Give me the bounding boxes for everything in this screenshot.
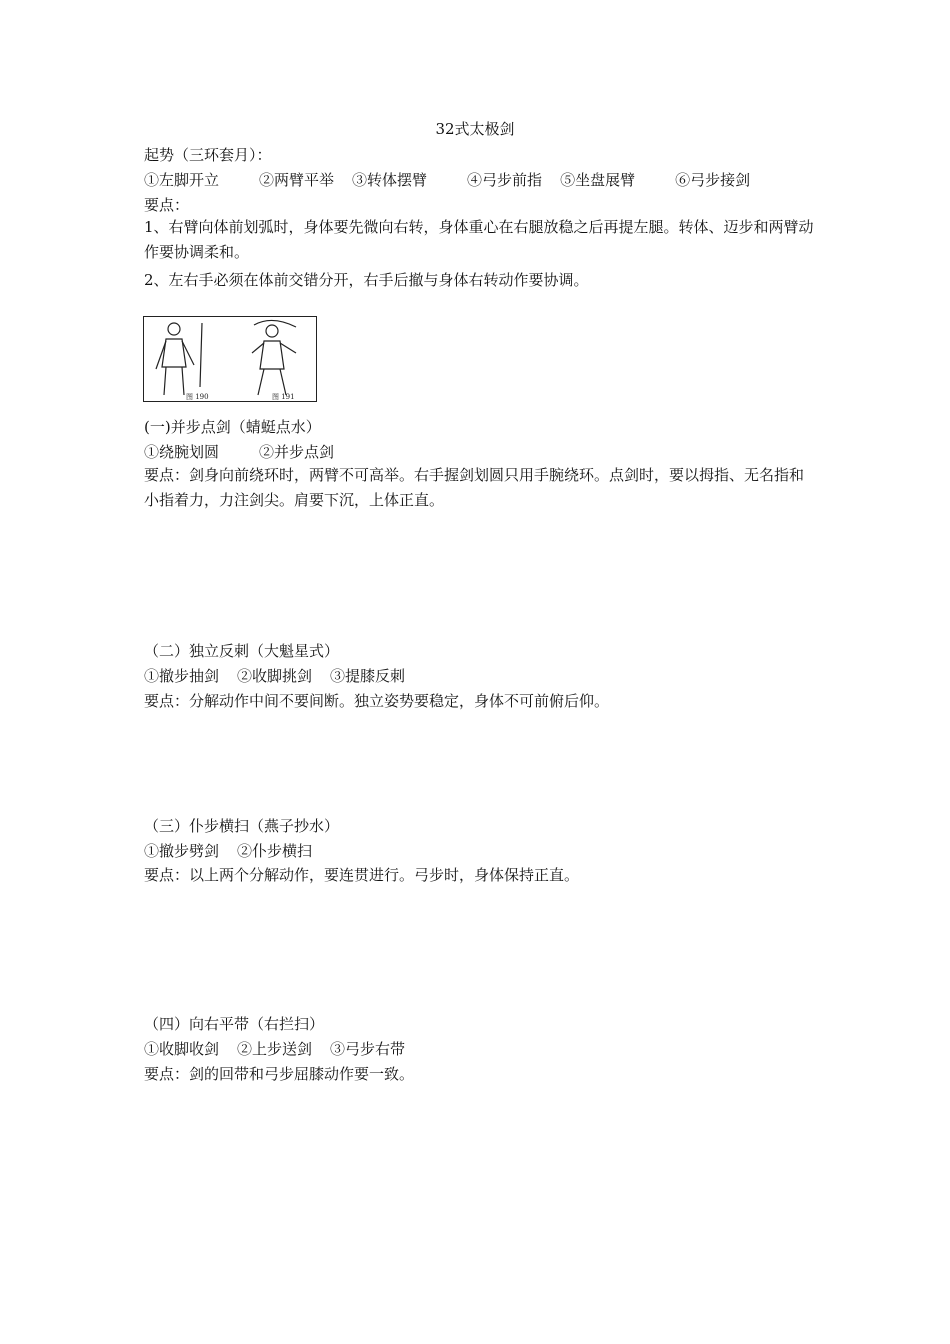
move-item: ④弓步前指 <box>467 171 543 189</box>
section-heading: （三）仆步横扫（燕子抄水） <box>144 817 340 835</box>
section-heading: (一)并步点剑（蜻蜓点水） <box>144 418 321 436</box>
move-item: ②仆步横扫 <box>237 842 313 860</box>
key-point: 要点：分解动作中间不要间断。独立姿势要稳定，身体不可前俯后仰。 <box>144 692 610 710</box>
move-item: ②上步送剑 <box>237 1040 313 1058</box>
key-point: 要点：以上两个分解动作，要连贯进行。弓步时，身体保持正直。 <box>144 866 580 884</box>
key-point: 2、左右手必须在体前交错分开，右手后撤与身体右转动作要协调。 <box>144 271 589 289</box>
move-item: ③提膝反刺 <box>330 667 406 685</box>
move-item: ③弓步右带 <box>330 1040 406 1058</box>
move-list <box>144 666 423 686</box>
move-item: ②两臂平举 <box>259 171 335 189</box>
move-item: ①收脚收剑 <box>144 1040 220 1058</box>
figure-illustration <box>143 316 317 402</box>
points-label: 要点： <box>144 196 190 214</box>
move-item: ①左脚开立 <box>144 171 220 189</box>
move-item: ⑤坐盘展臂 <box>560 171 636 189</box>
move-item: ①撤步劈剑 <box>144 842 220 860</box>
document-title: 32式太极剑 <box>435 120 515 138</box>
move-list <box>144 170 768 190</box>
key-point: 1、右臂向体前划弧时，身体要先微向右转，身体重心在右腿放稳之后再提左腿。转体、迈步和两臂动作要协调柔和。 <box>144 218 814 261</box>
figure-caption-right: 图 191 <box>272 393 295 401</box>
move-item: ②并步点剑 <box>259 443 335 461</box>
figure-drawing <box>144 317 316 401</box>
section-heading: （四）向右平带（右拦扫） <box>144 1015 325 1033</box>
move-list <box>144 841 330 861</box>
move-item: ③转体摆臂 <box>352 171 428 189</box>
move-item: ⑥弓步接剑 <box>675 171 751 189</box>
move-item: ②收脚挑剑 <box>237 667 313 685</box>
section-heading: （二）独立反刺（大魁星式） <box>144 642 340 660</box>
key-point: 要点：剑身向前绕环时，两臂不可高举。右手握剑划圆只用手腕绕环。点剑时，要以拇指、无名指和小指着力，力注剑尖。肩要下沉，上体正直。 <box>144 466 805 509</box>
section-heading: 起势（三环套月）： <box>144 146 272 164</box>
figure-caption-left: 图 190 <box>186 393 209 401</box>
move-list <box>144 1039 423 1059</box>
key-point: 要点：剑的回带和弓步屈膝动作要一致。 <box>144 1065 415 1083</box>
move-item: ①绕腕划圆 <box>144 443 220 461</box>
move-list <box>144 442 352 462</box>
move-item: ①撤步抽剑 <box>144 667 220 685</box>
